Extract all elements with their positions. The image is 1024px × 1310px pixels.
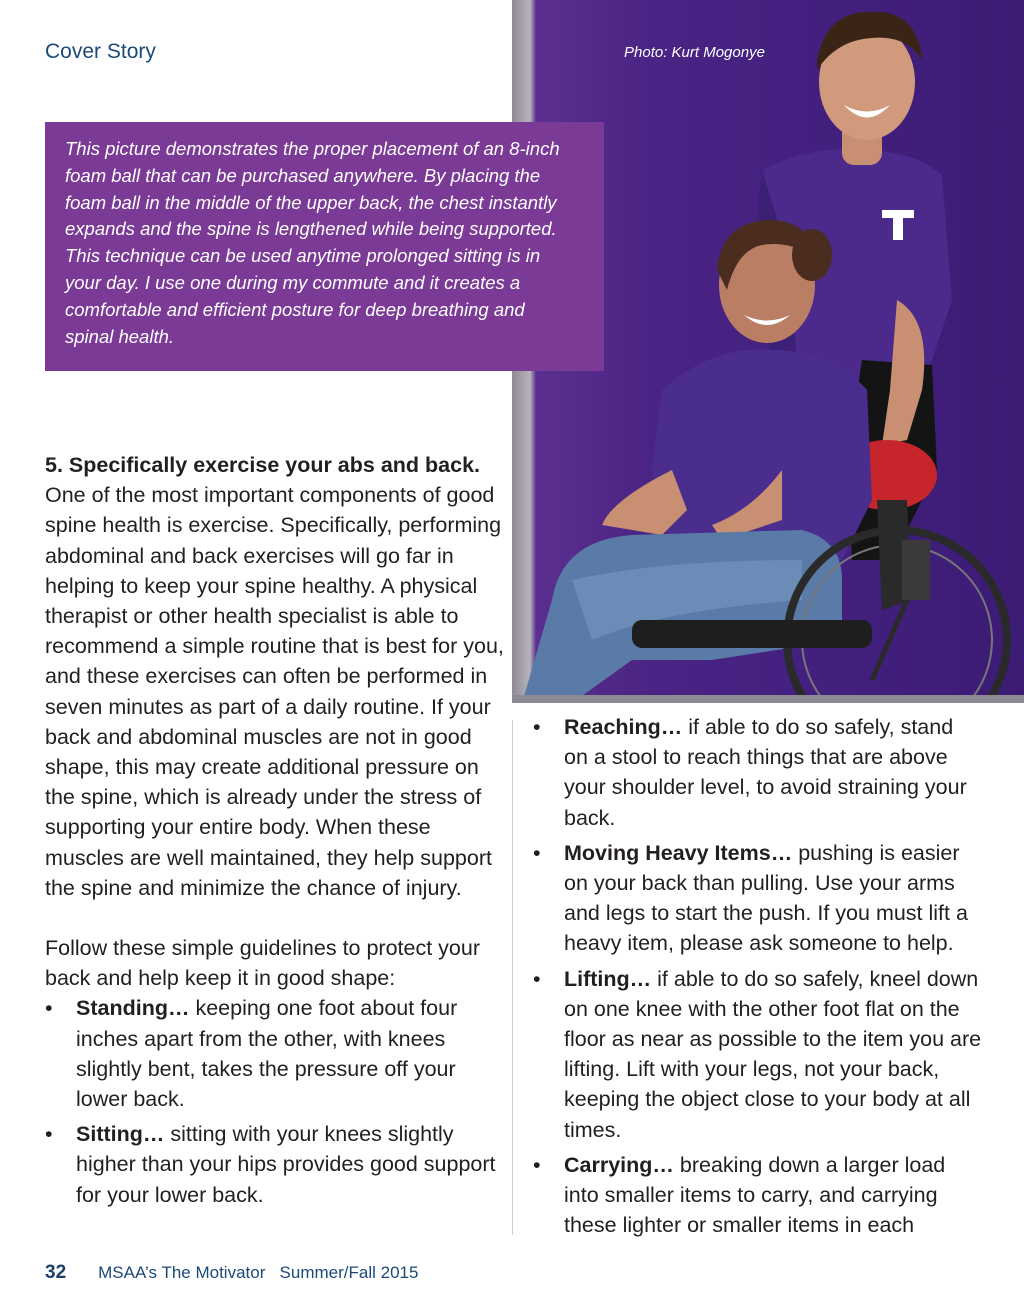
bullet-icon: • xyxy=(533,715,541,739)
caption-line: expands and the spine is lengthened while being supported. xyxy=(65,218,557,240)
guideline-term: Lifting… xyxy=(564,966,652,991)
list-item xyxy=(533,964,983,1145)
guideline-text: breaking down a larger load into smaller items to carry, and carrying these lighter or smaller items in each xyxy=(564,1152,946,1238)
bullet-icon: • xyxy=(533,1152,541,1177)
guideline-term: Moving Heavy Items… xyxy=(564,840,793,865)
list-item xyxy=(533,838,983,959)
photo-caption xyxy=(45,122,604,371)
floor-strip xyxy=(512,695,1024,703)
list-item xyxy=(45,1119,505,1210)
left-column xyxy=(45,450,505,1215)
bullet-icon: • xyxy=(45,1122,53,1147)
guideline-term: Standing… xyxy=(76,996,190,1021)
column-divider xyxy=(512,720,513,1235)
guideline-text: pushing is easier on your back than pulling. Use your arms and legs to start the push. If you must lift a heavy item, please ask someone to help. xyxy=(564,840,968,956)
guideline-text: sitting with your knees slightly higher than your hips provides good support for your lower back. xyxy=(76,1122,496,1207)
guideline-term: Sitting… xyxy=(76,1122,165,1147)
bullet-icon: • xyxy=(45,996,53,1021)
list-item xyxy=(533,1150,983,1241)
page-number: 32 xyxy=(45,1262,67,1283)
photo-credit: Photo: Kurt Mogonye xyxy=(624,44,765,61)
bullet-icon: • xyxy=(533,966,541,991)
caption-line: comfortable and efficient posture for deep breathing and xyxy=(65,298,525,320)
section-heading: 5. Specifically exercise your abs and back. xyxy=(45,453,481,477)
list-item xyxy=(45,993,505,1114)
caption-line: This picture demonstrates the proper placement of an 8-inch xyxy=(65,138,560,159)
guideline-term: Reaching… xyxy=(564,715,683,739)
right-column xyxy=(533,712,983,1245)
caption-line: foam ball that can be purchased anywhere. By placing the xyxy=(65,164,541,186)
guidelines-list-left xyxy=(45,993,505,1209)
guidelines-intro: Follow these simple guidelines to protect your back and help keep it in good shape: xyxy=(45,936,480,991)
caption-line: foam ball in the middle of the upper back, the chest instantly xyxy=(65,191,557,213)
caption-line: spinal health. xyxy=(65,325,175,347)
page-footer xyxy=(45,1262,418,1284)
caption-line: This technique can be used anytime prolonged sitting is in xyxy=(65,245,541,267)
bullet-icon: • xyxy=(533,840,541,865)
section-label: Cover Story xyxy=(45,40,156,63)
guideline-text: keeping one foot about four inches apart from the other, with knees slightly bent, takes the pressure off your lower back. xyxy=(76,996,458,1112)
guideline-text: if able to do so safely, kneel down on one knee with the other foot flat on the floor as near as possible to the item you are lifting. Lift with your legs, not your back, keeping the object close to your body at all times. xyxy=(564,966,982,1142)
guideline-text: if able to do so safely, stand on a stool to reach things that are above your shoulder level, to avoid straining your back. xyxy=(564,715,967,830)
list-item xyxy=(533,712,983,833)
guideline-term: Carrying… xyxy=(564,1152,674,1177)
guidelines-list-right xyxy=(533,712,983,1240)
caption-line: your day. I use one during my commute and it creates a xyxy=(65,271,521,293)
section-body: One of the most important components of good spine health is exercise. Specifically, performing abdominal and back exercises will go far in helping to keep your spine healthy. A physical therapist or other health specialist is able to recommend a simple routine that is best for you, and these exercises can often be performed in seven minutes as part of a daily routine. If your back and abdominal muscles are not in good shape, this may create additional pressure on the spine, which is already under the stress of supporting your entire body. When these muscles are well maintained, they help support the spine and minimize the chance of injury. xyxy=(45,483,504,900)
publication-name: MSAA’s The Motivator Summer/Fall 2015 xyxy=(98,1263,419,1282)
